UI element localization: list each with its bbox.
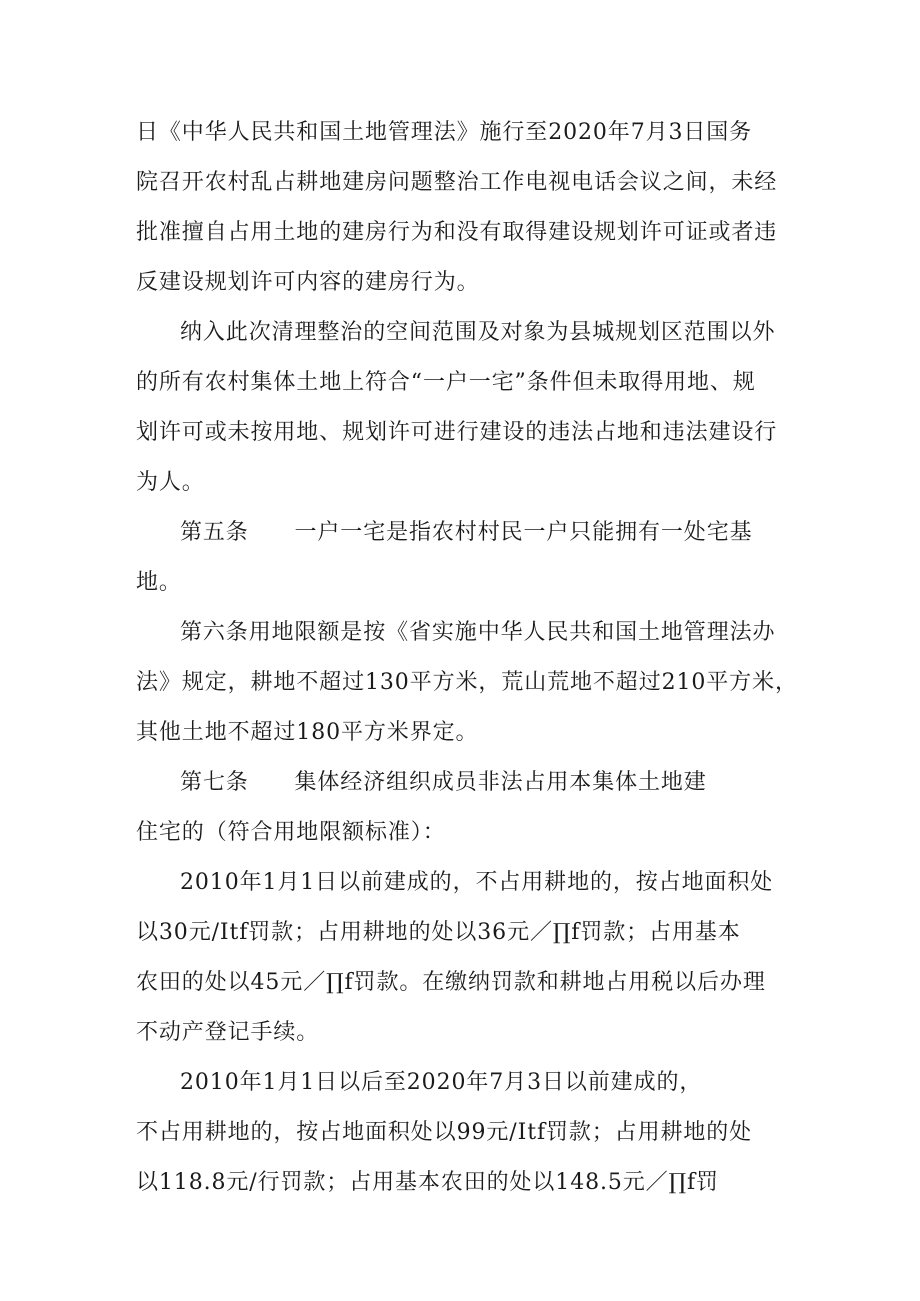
text-line: 纳入此次清理整治的空间范围及对象为县城规划区范围以外 <box>180 320 776 345</box>
text-line: 地。 <box>136 570 182 595</box>
text-line: 日《中华人民共和国土地管理法》施行至2020年7月3日国务 <box>136 120 753 145</box>
text-line: 院召开农村乱占耕地建房问题整治工作电视电话会议之间，未经 <box>136 170 778 195</box>
text-line: 不动产登记手续。 <box>136 1020 320 1045</box>
article-6-heading: 第六条用地限额是按《省实施中华人民共和国土地管理法办 <box>180 620 776 645</box>
text-line: 住宅的（符合用地限额标准）： <box>136 820 446 845</box>
text-line: 不占用耕地的，按占地面积处以99元/Itf罚款；占用耕地的处 <box>136 1120 753 1145</box>
text-line: 批准擅自占用土地的建房行为和没有取得建设规划许可证或者违 <box>136 220 778 245</box>
text-line: 农田的处以45元／∏f罚款。在缴纳罚款和耕地占用税以后办理 <box>136 970 766 995</box>
text-line: 以118.8元/行罚款；占用基本农田的处以148.5元／∏f罚 <box>136 1170 719 1195</box>
text-line: 以30元/Itf罚款；占用耕地的处以36元／∏f罚款；占用基本 <box>136 920 741 945</box>
text-line: 其他土地不超过180平方米界定。 <box>136 720 479 745</box>
text-line: 法》规定，耕地不超过130平方米，荒山荒地不超过210平方米， <box>136 670 798 695</box>
article-5-heading: 第五条 一户一宅是指农村村民一户只能拥有一处宅基 <box>180 520 753 545</box>
text-line: 反建设规划许可内容的建房行为。 <box>136 270 480 295</box>
text-line: 2010年1月1日以前建成的，不占用耕地的，按占地面积处 <box>180 870 774 895</box>
article-7-heading: 第七条 集体经济组织成员非法占用本集体土地建 <box>180 770 707 795</box>
text-line: 为人。 <box>136 470 205 495</box>
text-line: 划许可或未按用地、规划许可进行建设的违法占地和违法建设行 <box>136 420 778 445</box>
text-line: 的所有农村集体土地上符合“一户一宅”条件但未取得用地、规 <box>136 370 756 395</box>
text-line: 2010年1月1日以后至2020年7月3日以前建成的， <box>180 1070 703 1095</box>
